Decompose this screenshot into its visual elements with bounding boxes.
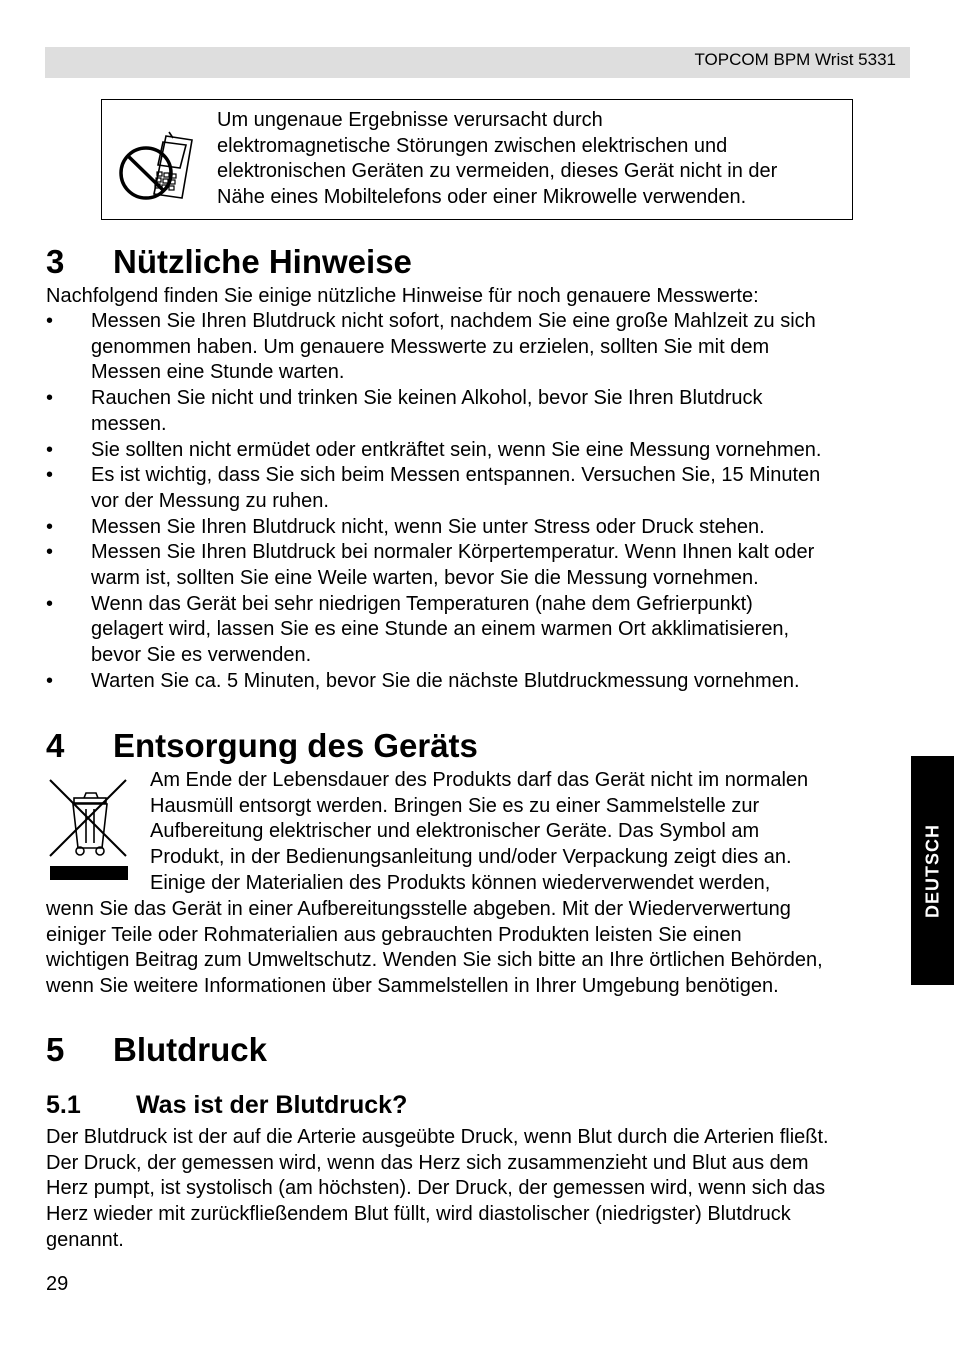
list-item-line: Messen Sie Ihren Blutdruck nicht, wenn Sie unter Stress oder Druck stehen. (91, 515, 765, 538)
text-line: genannt. (46, 1228, 124, 1251)
list-item-line: Warten Sie ca. 5 Minuten, bevor Sie die nächste Blutdruckmessung vornehmen. (91, 669, 800, 692)
list-item-line: vor der Messung zu ruhen. (91, 489, 329, 512)
text-line: wenn Sie das Gerät in einer Aufbereitungsstelle abgeben. Mit der Wiederverwertung (46, 898, 791, 920)
bullet-point: • (46, 438, 54, 461)
section-number: 4 (46, 727, 65, 764)
list-item (46, 309, 912, 386)
subsection-number: 5.1 (46, 1091, 81, 1119)
text-line: Am Ende der Lebensdauer des Produkts darf das Gerät nicht im normalen (150, 769, 809, 791)
language-tab (911, 756, 954, 985)
text-line: einiger Teile oder Rohmaterialien aus gebrauchten Produkten leisten Sie einen (46, 923, 742, 946)
list-item-line: bevor Sie es verwenden. (91, 644, 312, 667)
text-line: Der Druck, der gemessen wird, wenn das Herz sich zusammenzieht und Blut aus dem (46, 1151, 809, 1174)
list-item (46, 515, 912, 541)
list-item (46, 592, 912, 669)
disposal-text (150, 768, 900, 897)
list-item (46, 540, 912, 591)
subsection-title: Was ist der Blutdruck? (136, 1091, 408, 1119)
page-number: 29 (46, 1273, 69, 1295)
text-line: Einige der Materialien des Produkts können wiederverwendet werden, (150, 871, 771, 894)
blood-pressure-text (46, 1125, 912, 1254)
list-item (46, 463, 912, 514)
list-item (46, 438, 912, 464)
bullet-point: • (46, 310, 54, 332)
section-number: 5 (46, 1031, 65, 1068)
notice-line: Um ungenaue Ergebnisse verursacht durch (217, 109, 603, 131)
list-item-line: Sie sollten nicht ermüdet oder entkräftet sein, wenn Sie eine Messung vornehmen. (91, 438, 822, 461)
header-title: TOPCOM BPM Wrist 5331 (694, 50, 896, 69)
list-item-line: genommen haben. Um genauere Messwerte zu erzielen, sollten Sie mit dem (91, 335, 770, 358)
list-item-line: Messen Sie Ihren Blutdruck bei normaler Körpertemperatur. Wenn Ihnen kalt oder (91, 541, 815, 564)
section-3-intro: Nachfolgend finden Sie einige nützliche Hinweise für noch genauere Messwerte: (46, 285, 759, 307)
list-item-line: Messen eine Stunde warten. (91, 361, 345, 384)
notice-line: Nähe eines Mobiltelefons oder einer Mikrowelle verwenden. (217, 186, 747, 209)
text-line: Aufbereitung elektrischer und elektronischer Geräte. Das Symbol am (150, 820, 760, 843)
section-4-heading (46, 727, 478, 765)
text-line: Herz wieder mit zurückfließendem Blut füllt, wird diastolischer (niedrigster) Blutdruck (46, 1203, 791, 1226)
text-line: Der Blutdruck ist der auf die Arterie ausgeübte Druck, wenn Blut durch die Arterien fließt. (46, 1126, 829, 1148)
no-mobile-phone-icon (114, 130, 198, 214)
list-item-line: gelagert wird, lassen Sie es eine Stunde an einem warmen Ort akklimatisieren, (91, 618, 790, 641)
list-item-line: messen. (91, 412, 167, 435)
disposal-text-continued (46, 897, 912, 1000)
list-item-line: Messen Sie Ihren Blutdruck nicht sofort, nachdem Sie eine große Mahlzeit zu sich (91, 310, 816, 332)
text-line: Produkt, in der Bedienungsanleitung und/oder Verpackung zeigt dies an. (150, 846, 792, 869)
bullet-point: • (46, 464, 54, 487)
list-item (46, 669, 912, 695)
notice-line: elektronischen Geräten zu vermeiden, dieses Gerät nicht in der (217, 160, 778, 183)
bullet-point: • (46, 515, 54, 538)
list-item-line: Es ist wichtig, dass Sie sich beim Messen entspannen. Versuchen Sie, 15 Minuten (91, 464, 821, 487)
notice-line: elektromagnetische Störungen zwischen elektrischen und (217, 134, 728, 157)
bullet-point: • (46, 541, 54, 564)
notice-box (101, 99, 853, 220)
notice-text (217, 108, 847, 211)
bullet-point: • (46, 592, 54, 615)
crossed-out-wheelie-bin-icon (46, 776, 130, 882)
bullet-point: • (46, 387, 54, 410)
list-item-line: Wenn das Gerät bei sehr niedrigen Temperaturen (nahe dem Gefrierpunkt) (91, 592, 753, 615)
text-line: wichtigen Beitrag zum Umweltschutz. Wenden Sie sich bitte an Ihre örtlichen Behörden, (46, 949, 823, 972)
text-line: Hausmüll entsorgt werden. Bringen Sie es zu einer Sammelstelle zur (150, 794, 760, 817)
text-line: Herz pumpt, ist systolisch (am höchsten). Der Druck, der gemessen wird, wenn sich das (46, 1177, 826, 1200)
section-3-heading (46, 243, 412, 281)
section-title: Nützliche Hinweise (113, 243, 412, 280)
text-line: wenn Sie weitere Informationen über Sammelstellen in Ihrer Umgebung benötigen. (46, 975, 779, 998)
section-number: 3 (46, 243, 65, 280)
section-5-heading (46, 1031, 267, 1069)
subsection-5-1-heading (46, 1090, 407, 1120)
list-item (46, 386, 912, 437)
list-item-line: warm ist, sollten Sie eine Weile warten, bevor Sie die Messung vornehmen. (91, 567, 759, 590)
tips-list (46, 309, 912, 695)
section-title: Blutdruck (113, 1031, 268, 1068)
bullet-point: • (46, 669, 54, 692)
page-header (45, 47, 910, 78)
list-item-line: Rauchen Sie nicht und trinken Sie keinen Alkohol, bevor Sie Ihren Blutdruck (91, 387, 763, 410)
language-tab-label: DEUTSCH (922, 823, 942, 918)
section-title: Entsorgung des Geräts (113, 727, 478, 764)
